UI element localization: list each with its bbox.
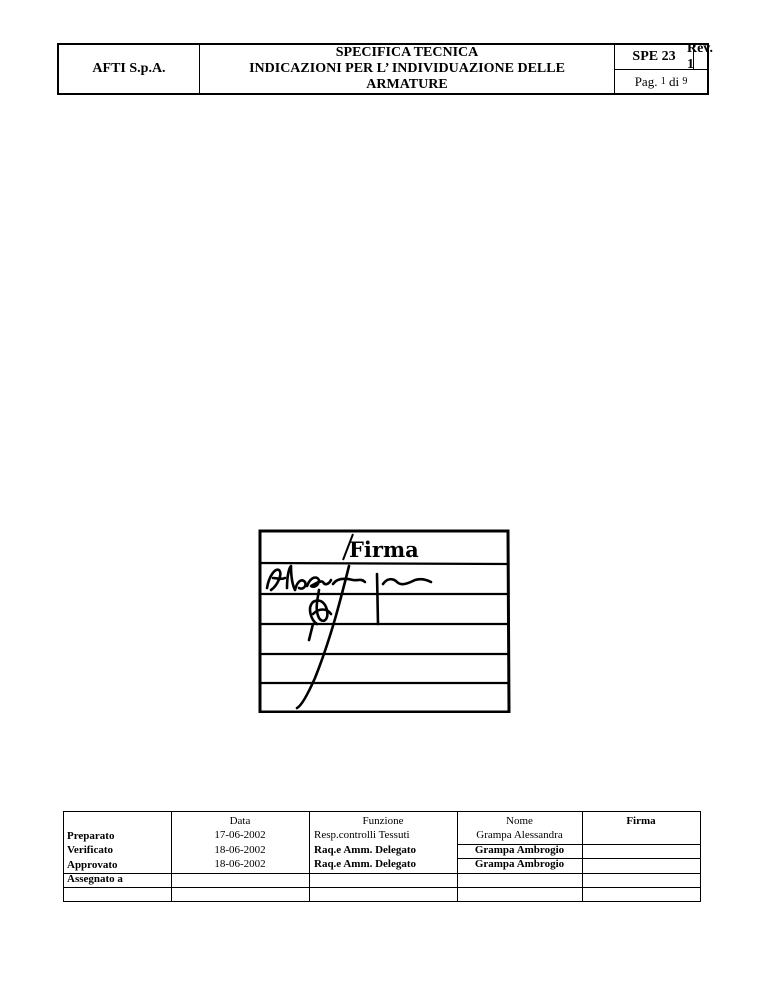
signature-image: [257, 528, 511, 713]
table-row-divider: [64, 873, 700, 874]
document-header: [57, 41, 714, 95]
company-name: AFTI S.p.A.: [92, 61, 166, 76]
row-name: Grampa Ambrogio: [474, 844, 565, 856]
row-function: Raq.e Amm. Delegato: [314, 844, 417, 856]
row-label: Verificato: [67, 844, 114, 856]
header-data: Data: [229, 815, 251, 827]
document-code: SPE 23: [632, 49, 676, 64]
row-date: 17-06-2002: [214, 829, 266, 841]
header-nome: Nome: [506, 815, 533, 827]
approval-table: [63, 811, 701, 902]
header-funzione: Funzione: [362, 815, 404, 827]
page-total: 9: [682, 76, 688, 87]
title-line-1: SPECIFICA TECNICA: [335, 45, 479, 60]
row-date: 18-06-2002: [214, 858, 266, 870]
document-title: [200, 45, 614, 93]
row-label: Assegnato a: [67, 873, 123, 885]
row-function: Resp.controlli Tessuti: [314, 829, 410, 841]
revision-number: Rev. 1: [686, 41, 714, 72]
row-function: Raq.e Amm. Delegato: [314, 858, 417, 870]
signature-rule: [260, 563, 508, 564]
row-label: Approvato: [67, 859, 118, 871]
signature-label: Firma: [349, 537, 419, 562]
table-row-divider: [64, 887, 700, 888]
page-label: Pag.: [634, 73, 658, 89]
row-date: 18-06-2002: [214, 844, 266, 856]
header-firma: Firma: [626, 815, 656, 827]
page-number: [615, 70, 707, 93]
row-label: Preparato: [67, 830, 115, 842]
row-name: Grampa Alessandra: [476, 829, 563, 841]
handwritten-signature: [267, 566, 431, 708]
title-line-2: INDICAZIONI PER L’ INDIVIDUAZIONE DELLE: [249, 61, 565, 76]
page-of: di: [668, 73, 680, 89]
row-name: Grampa Ambrogio: [474, 858, 565, 870]
page-current: 1: [660, 76, 666, 87]
title-line-3: ARMATURE: [366, 77, 448, 92]
